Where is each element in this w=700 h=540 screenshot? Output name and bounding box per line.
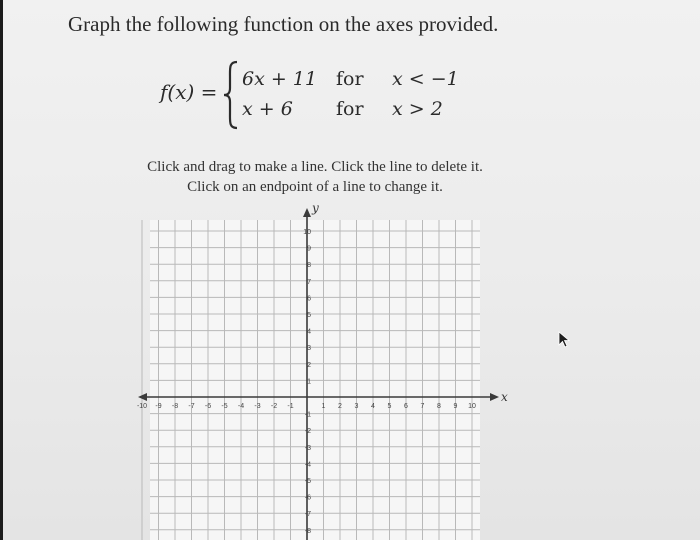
x-tick-label: -5 [221, 403, 228, 410]
x-tick-label: 9 [453, 403, 458, 410]
case-1-for: for [336, 68, 364, 90]
x-axis-label: x [501, 390, 508, 404]
x-axis-right-arrow [490, 393, 499, 401]
y-tick-label: 9 [307, 245, 311, 253]
case-1-expression: 6x + 11 [242, 68, 317, 90]
y-tick-label: 1 [307, 378, 311, 386]
y-tick-label: 10 [303, 229, 311, 236]
y-tick-label: 8 [307, 262, 311, 270]
x-tick-label: -1 [287, 403, 294, 410]
x-tick-label: -2 [270, 403, 278, 410]
case-1-condition: x < −1 [392, 68, 459, 90]
x-tick-label: 4 [371, 403, 375, 410]
x-tick-label: -6 [204, 403, 212, 410]
case-2-expression: x + 6 [242, 98, 293, 120]
x-tick-label: 8 [437, 403, 441, 410]
y-tick-label: 2 [307, 361, 311, 369]
case-2-condition: x > 2 [392, 98, 443, 120]
function-lhs: f(x) = [160, 80, 218, 104]
instruction-line-1: Click and drag to make a line. Click the line to delete it. [147, 159, 483, 175]
y-axis-label: y [312, 201, 319, 215]
x-tick-label: -9 [155, 403, 162, 410]
instruction-line-2: Click on an endpoint of a line to change it. [187, 179, 443, 195]
x-tick-label: 3 [354, 403, 359, 410]
x-tick-label: 2 [338, 403, 342, 410]
x-tick-label: 10 [468, 403, 476, 410]
y-tick-label: -6 [304, 494, 311, 502]
x-tick-label: -8 [171, 403, 179, 410]
y-tick-label: -5 [304, 478, 311, 485]
y-axis-up-arrow [303, 208, 311, 217]
x-tick-label: -3 [254, 403, 261, 410]
y-tick-label: -4 [304, 461, 311, 469]
y-tick-label: 4 [307, 328, 311, 336]
y-tick-label: -1 [304, 411, 311, 419]
y-tick-label: 6 [307, 295, 311, 303]
y-tick-label: -8 [304, 527, 311, 535]
y-tick-label: -7 [304, 511, 311, 519]
y-tick-label: 5 [307, 312, 311, 319]
x-tick-label: 6 [404, 403, 408, 410]
y-tick-label: 3 [307, 345, 311, 353]
question-title: Graph the following function on the axes provided. [68, 12, 499, 36]
arrow-cursor-icon [558, 331, 572, 349]
x-tick-label: -10 [136, 403, 148, 410]
x-tick-label: 7 [420, 403, 425, 410]
x-tick-label: 1 [321, 403, 326, 410]
y-tick-label: 7 [307, 278, 311, 286]
x-tick-label: 5 [387, 403, 392, 410]
x-tick-label: -7 [188, 403, 195, 410]
x-tick-label: -4 [237, 403, 245, 410]
y-tick-label: -3 [304, 444, 311, 452]
case-2-for: for [336, 98, 364, 120]
y-tick-label: -2 [304, 428, 311, 436]
